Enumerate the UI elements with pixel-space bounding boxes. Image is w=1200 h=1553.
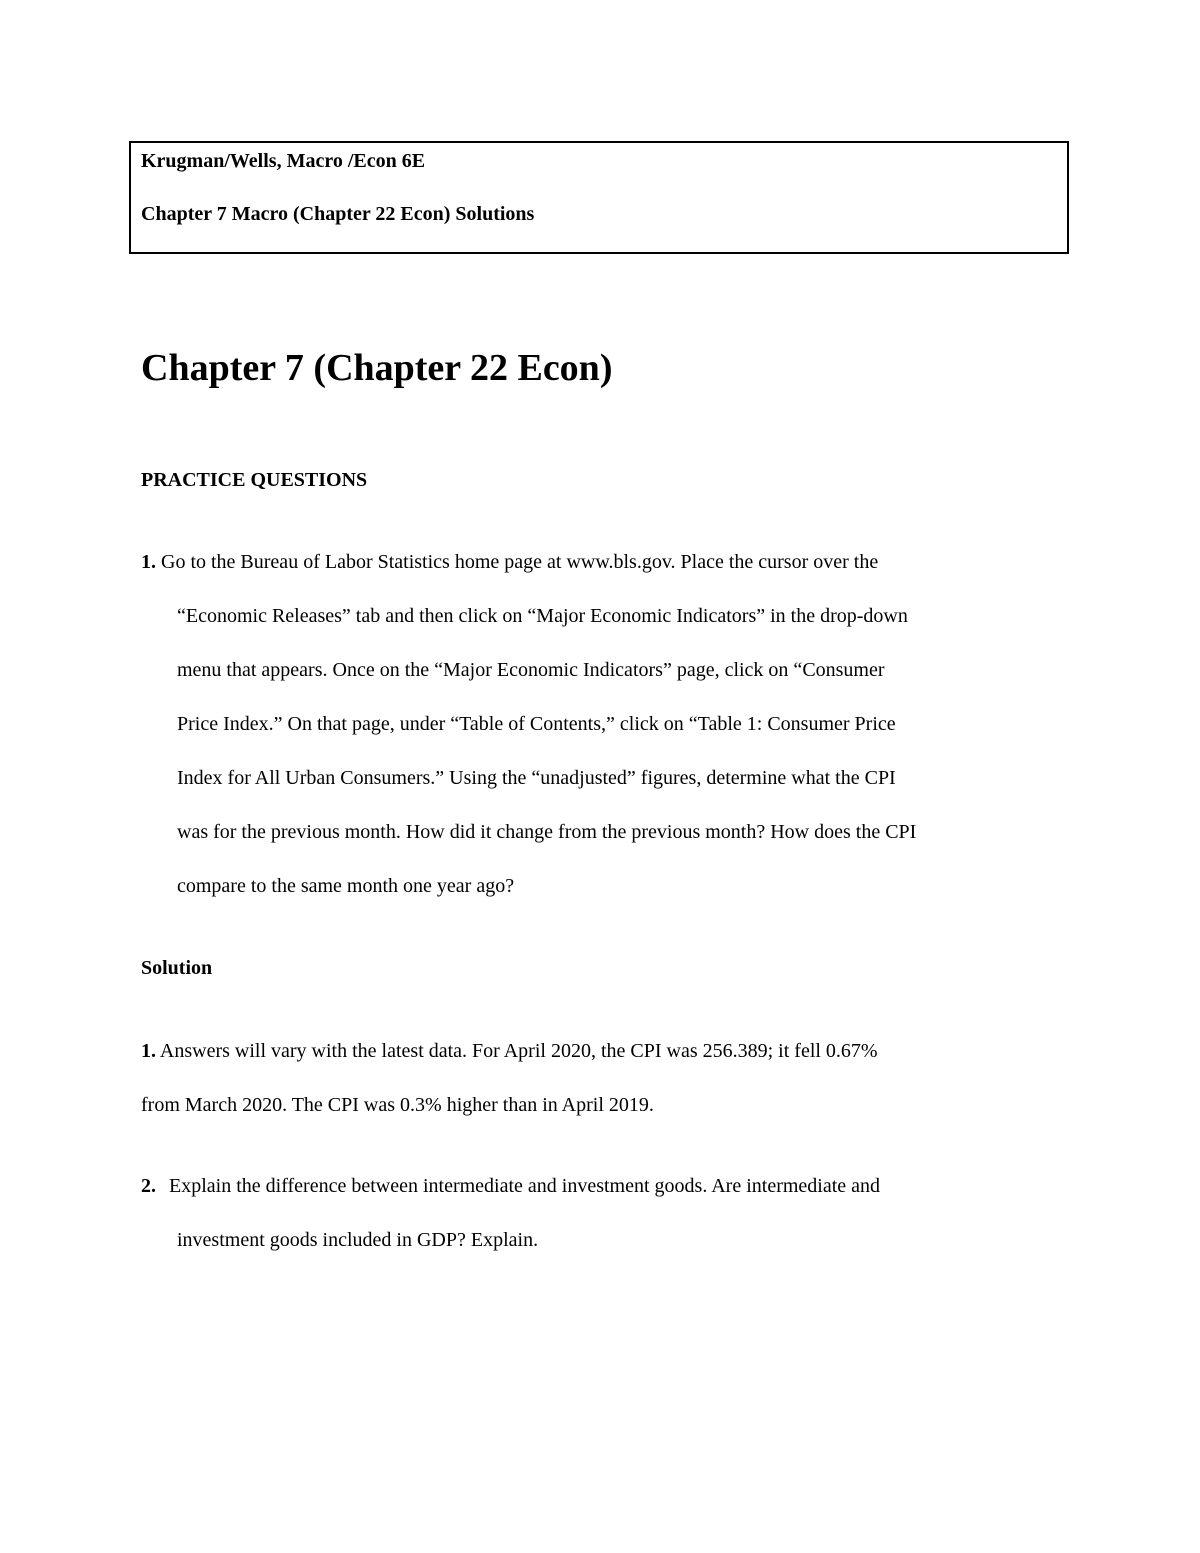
question-1-line-3: menu that appears. Once on the “Major Economic Indicators” page, click on “Consumer xyxy=(177,659,885,681)
question-1-line-5: Index for All Urban Consumers.” Using the “unadjusted” figures, determine what the CPI xyxy=(177,767,896,789)
solution-heading: Solution xyxy=(141,957,213,979)
course-title: Krugman/Wells, Macro /Econ 6E xyxy=(141,150,426,172)
question-1-line-2: “Economic Releases” tab and then click on “Major Economic Indicators” in the drop-down xyxy=(177,605,908,627)
question-1-text-line-1: Go to the Bureau of Labor Statistics home page at www.bls.gov. Place the cursor over the xyxy=(161,551,879,573)
question-1-line-6: was for the previous month. How did it change from the previous month? How does the CPI xyxy=(177,821,917,843)
question-1-number: 1. xyxy=(141,551,156,573)
question-2-line-1 xyxy=(141,1174,880,1198)
question-1-line-1 xyxy=(141,550,878,574)
question-2-line-2: investment goods included in GDP? Explain. xyxy=(177,1229,539,1251)
question-1-line-4: Price Index.” On that page, under “Table of Contents,” click on “Table 1: Consumer Price xyxy=(177,713,896,735)
answer-1-line-1 xyxy=(141,1039,878,1063)
answer-1-line-2: from March 2020. The CPI was 0.3% higher than in April 2019. xyxy=(141,1094,654,1116)
document-title: Chapter 7 Macro (Chapter 22 Econ) Solutions xyxy=(141,203,535,225)
answer-1-text-line-1: Answers will vary with the latest data. For April 2020, the CPI was 256.389; it fell 0.67% xyxy=(159,1040,878,1062)
section-heading: PRACTICE QUESTIONS xyxy=(141,469,368,491)
question-2-number: 2. xyxy=(141,1175,156,1197)
answer-1-number: 1. xyxy=(141,1040,156,1062)
question-2-text-line-1: Explain the difference between intermediate and investment goods. Are intermediate and xyxy=(169,1175,881,1197)
chapter-heading: Chapter 7 (Chapter 22 Econ) xyxy=(141,347,613,389)
question-1-line-7: compare to the same month one year ago? xyxy=(177,875,515,897)
